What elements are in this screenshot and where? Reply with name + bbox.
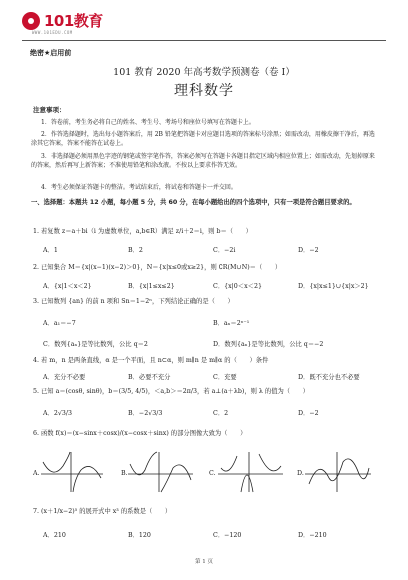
graph-c [218,452,283,492]
option: A．充分不必要 [43,374,86,381]
option: B．aₙ＝2ⁿ⁻¹ [213,320,250,327]
notice-item-4: 4．考生必须保证答题卡的整洁。考试结束后，将试卷和答题卡一并交回。 [41,184,237,191]
question-7: 7. (x＋1/x−2)⁵ 的展开式中 x³ 的系数是（ ） [33,508,172,515]
question-2: 2. 已知集合 M＝{x|(x−1)(x−2)＞0}，N＝{x|x≤0或x≥2}，则 ∁R(M∪N)＝（ ） [33,264,282,271]
graph-b [128,452,193,492]
option: B．−2√3/3 [128,410,163,417]
option: C．−120 [213,532,242,539]
question-4-options [43,372,383,381]
option: A．{x|1＜x＜2} [43,283,92,290]
option: D．−2 [298,410,319,417]
option: D．−210 [298,532,327,539]
option: D．−2 [298,247,319,254]
notice-heading: 注意事项： [33,106,66,114]
graph-label-d: D. [297,470,304,477]
option: A．210 [43,532,66,539]
question-2-options [43,281,383,290]
logo-text: 101教育 [44,12,103,30]
option: C．{x|0＜x＜2} [213,283,262,290]
question-1-options [43,245,383,254]
option: C．充要 [213,374,237,381]
secret-label: 绝密★启用前 [30,49,72,57]
option: D．{x|x≤1}∪{x|x＞2} [298,283,369,290]
question-1: 1. 若复数 z＝a＋bi（i 为虚数单位，a,b∈R）满足 z/i＋2＝i，则 b＝（ ） [33,228,252,235]
exam-subtitle: 理科数学 [174,83,234,99]
graph-label-c: C. [209,470,216,477]
logo [22,10,103,31]
notice-item-3: 3．非选择题必须用黑色字迹的钢笔或签字笔作答，答案必须写在答题卡各题目指定区域内相应位置上；如需改动，先划掉原来的答案，然后再写上新答案；不准使用铅笔和涂改液。不按以上要求作答无效。 [31,153,375,170]
option: A．1 [43,247,58,254]
option: D．数列{aₙ}是等比数列，公比 q＝−2 [213,341,324,348]
logo-icon [22,12,40,30]
question-3: 3. 已知数列 {an} 的前 n 项和 Sn＝1−2ⁿ，下列结论正确的是（ ） [33,298,234,305]
question-7-options [43,530,383,539]
section-heading: 一、选择题：本题共 12 小题，每小题 5 分，共 60 分，在每小题给出的四个选项中，只有一项是符合题目要求的。 [31,199,356,206]
graph-label-a: A. [33,470,40,477]
option: B．{x|1≤x≤2} [128,283,175,290]
option: B．2 [128,247,143,254]
option: A．a₁＝−7 [43,320,76,327]
option: C．−2i [213,247,236,254]
header-divider [22,40,386,41]
graph-d [305,452,371,492]
graph-label-b: B. [121,470,128,477]
option: D．既不充分也不必要 [298,374,360,381]
question-6: 6. 函数 f(x)＝(x−sinx＋cosx)/(x−cosx＋sinx) 的部分图像大致为（ ） [33,430,247,437]
exam-title: 101 教育 2020 年高考数学预测卷（卷 I） [113,67,295,78]
option: B．120 [128,532,151,539]
question-5-options [43,408,383,417]
notice-item-2: 2．作答选择题时，选出每小题答案后，用 2B 铅笔把答题卡对应题目选项的答案标号涂黑；如需改动，用橡皮擦干净后，再选涂其它答案，答案不能答在试卷上。 [31,131,375,148]
option: C．2 [213,410,229,417]
page-number: 第 1 页 [195,559,213,565]
question-3-options-row2 [43,339,383,348]
option: C．数列{aₙ}是等比数列，公比 q＝2 [43,341,148,348]
question-5: 5. 已知 a＝(cosθ, sinθ)，b＝(3/5, 4/5)，＜a,b＞＝2π/3，若 a⊥(a＋λb)，则 λ 的值为（ ） [33,388,309,395]
option: B．必要不充分 [128,374,171,381]
notice-item-1: 1．答卷前，考生务必将自己的姓名、考生号、考场号和座位号填写在答题卡上。 [41,119,255,126]
logo-url: WWW.101EDU.COM [32,30,73,35]
option: A．2√3/3 [43,410,72,417]
graph-a [41,452,103,492]
question-3-options-row1 [43,318,383,327]
question-6-graphs [33,448,378,494]
question-4: 4. 若 m，n 是两条直线，α 是一个平面，且 n⊂α，则 m∥n 是 m∥α 的（ ）条件 [33,357,269,364]
graph-options-svg [33,448,378,494]
